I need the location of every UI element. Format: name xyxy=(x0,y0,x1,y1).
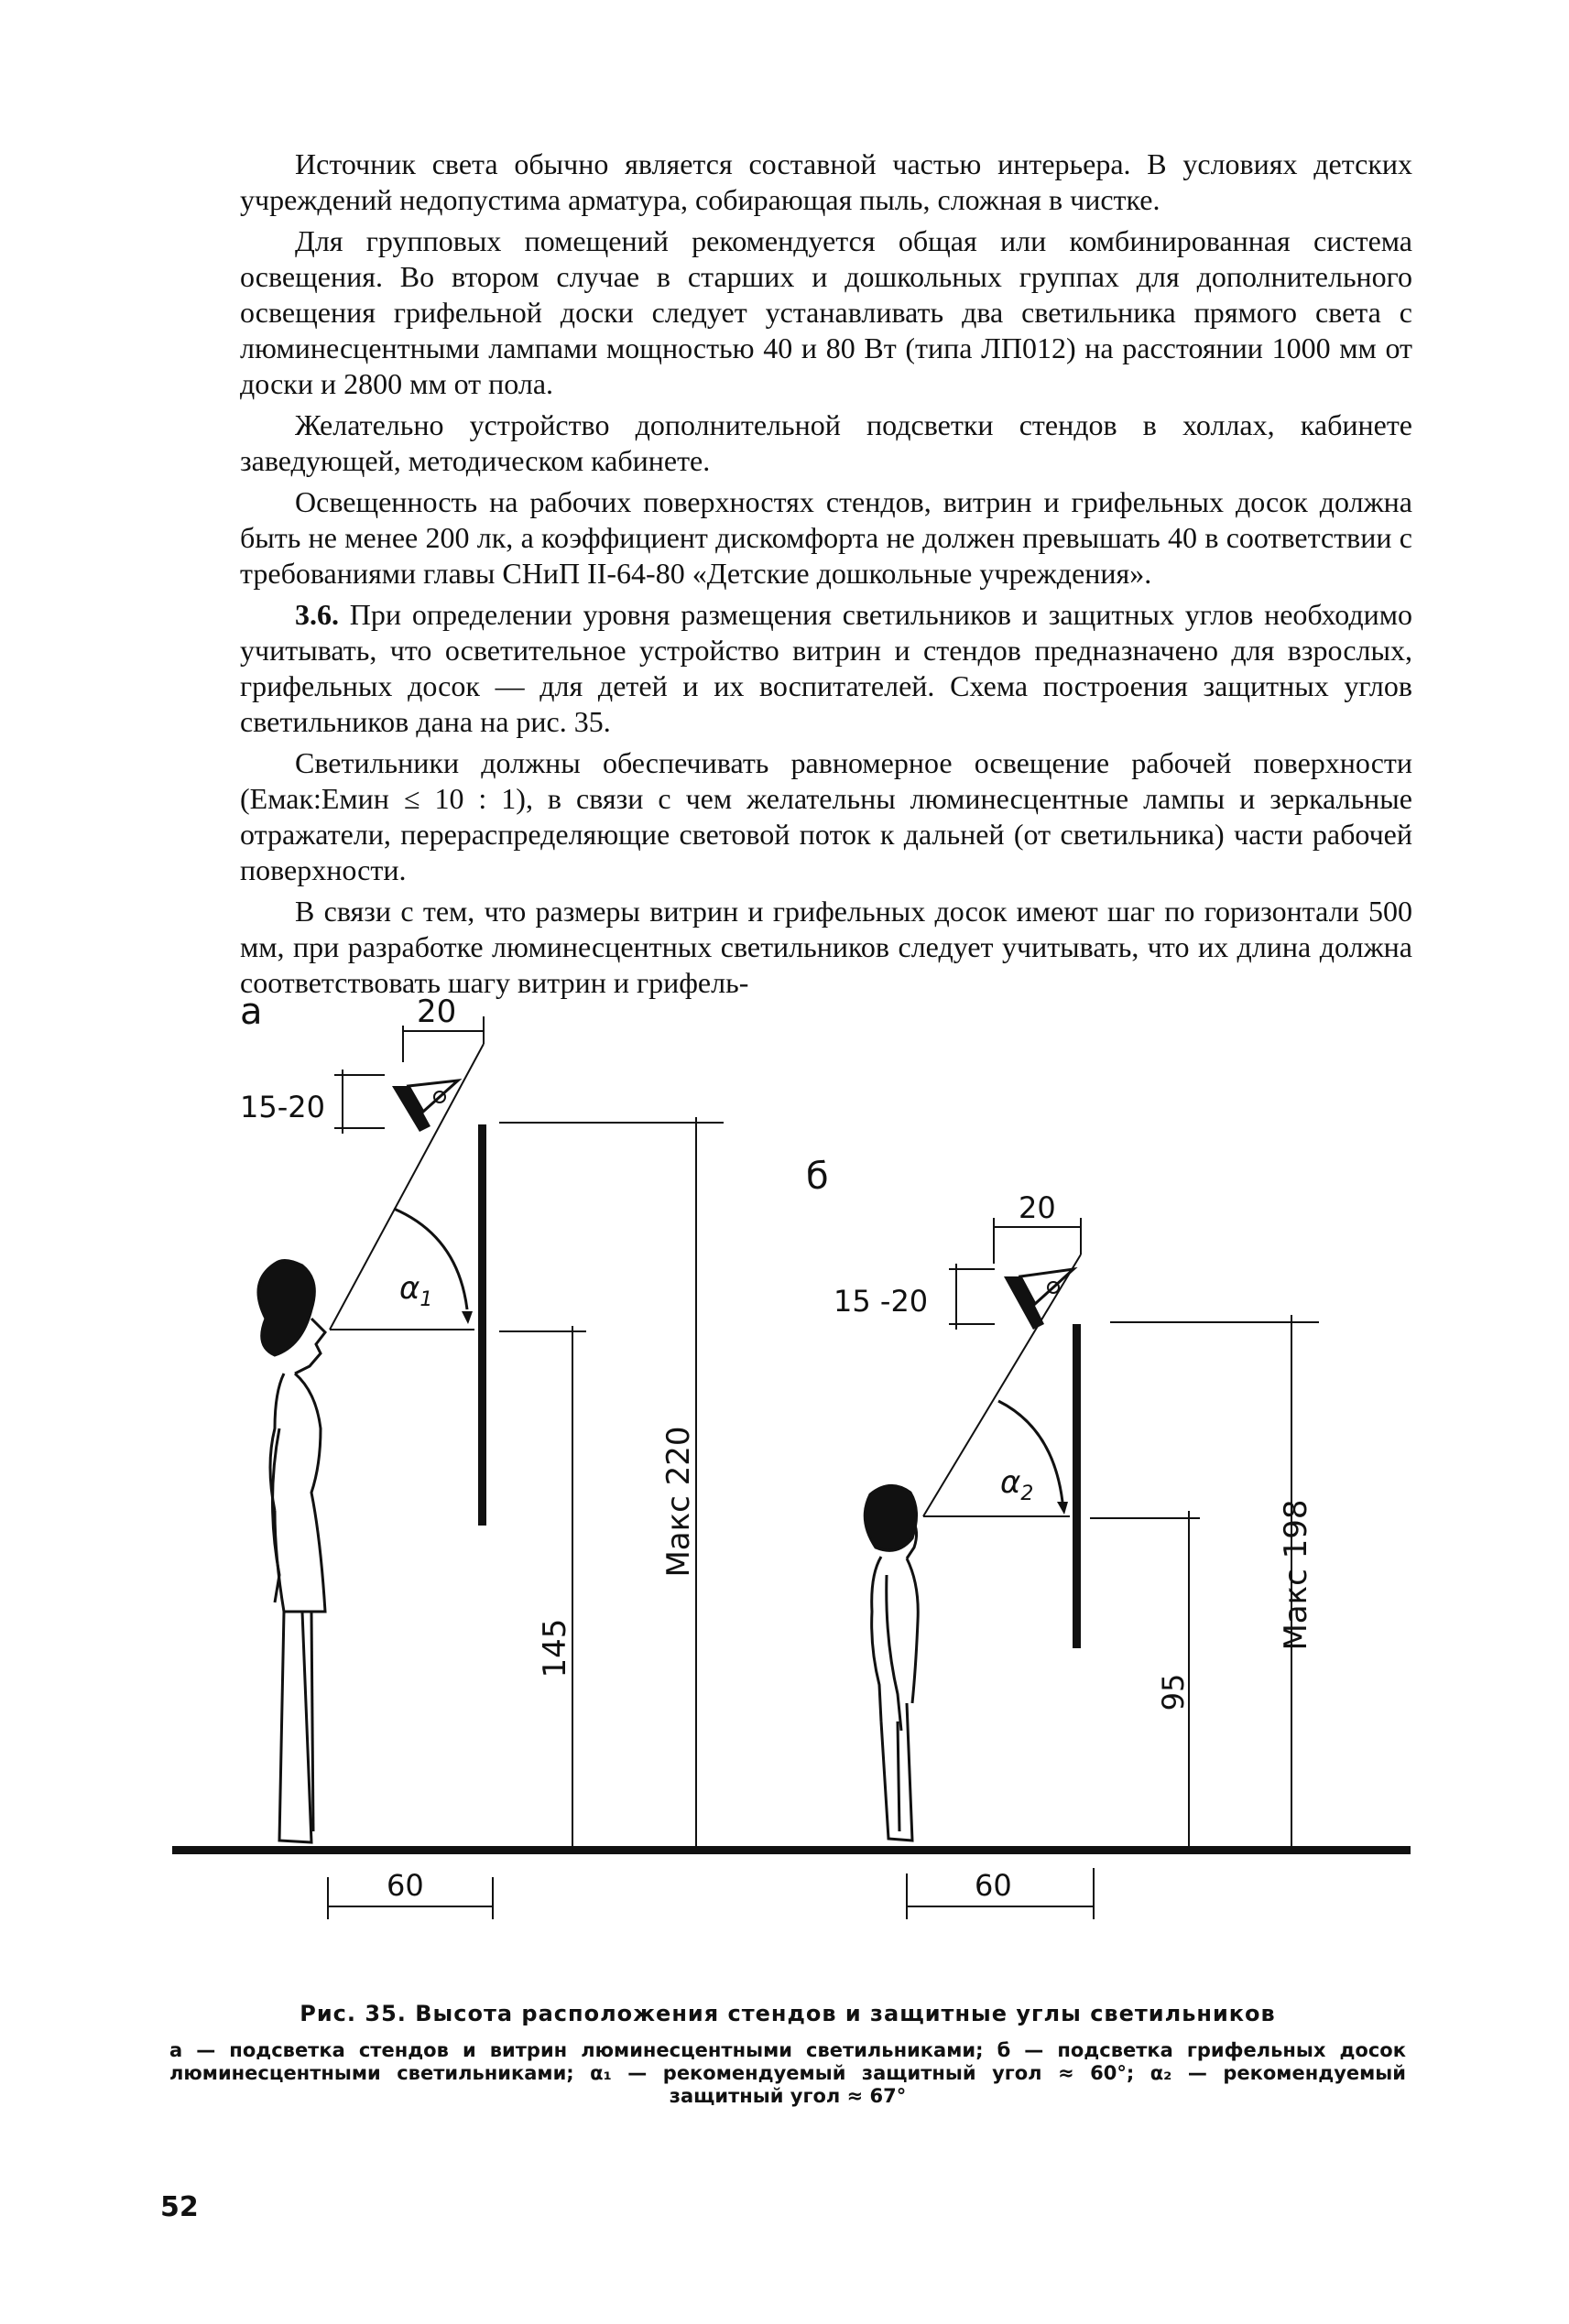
panel-b-bottom-width: 60 xyxy=(975,1868,1012,1903)
paragraph: Светильники должны обеспечивать равномерное освещение рабочей поверхности (Eмак:Eмин ≤ 10 : 1), в связи с чем желательны люминесцентные лампы и зеркальные отражатели, перераспределяющие световой поток к дальней (от светильника) части рабочей поверхности. xyxy=(240,746,1412,886)
panel-a-eye-height: 145 xyxy=(537,1618,573,1678)
panel-a-angle: $\alpha_1$ xyxy=(399,1270,433,1311)
panel-b-lamp-height: 15 -20 xyxy=(834,1284,929,1319)
panel-b-eye-height: 95 xyxy=(1156,1673,1191,1711)
adult-figure-icon xyxy=(258,1260,325,1842)
paragraph: Для групповых помещений рекомендуется общая или комбинированная система освещения. Во втором случае в старших и дошкольных группах для дополнительного освещения грифельной доски следует устанавливать два светильника прямого света с люминесцентными лампами мощностью 40 и 80 Вт (типа ЛП012) на расстоянии 1000 мм от доски и 2800 мм от пола. xyxy=(240,224,1412,400)
section-number: 3.6. xyxy=(295,598,339,631)
panel-b-angle: $\alpha_2$ xyxy=(1000,1464,1034,1505)
panel-a-top-width: 20 xyxy=(417,994,457,1030)
caption-title: Рис. 35. Высота расположения стендов и защитные углы светильников xyxy=(300,2001,1276,2026)
panel-a-max-height: Макс 220 xyxy=(660,1426,697,1578)
stand-board xyxy=(478,1124,486,1526)
paragraph: Желательно устройство дополнительной подсветки стендов в холлах, кабинете заведующей, методическом кабинете. xyxy=(240,408,1412,477)
panel-b-label: б xyxy=(806,1156,829,1198)
section-text: При определении уровня размещения светильников и защитных углов необходимо учитывать, что осветительное устройство витрин и стендов предназначено для взрослых, грифельных досок — для детей и их воспитателей. Схема построения защитных углов светильников дана на рис. 35. xyxy=(240,598,1413,738)
paragraph: Источник света обычно является составной частью интерьера. В условиях детских учреждений недопустима арматура, собирающая пыль, сложная в чистке. xyxy=(240,147,1412,216)
chalkboard xyxy=(1073,1324,1081,1648)
panel-b-top-width: 20 xyxy=(1019,1190,1056,1225)
luminaire-icon xyxy=(1004,1269,1073,1330)
floor-line xyxy=(172,1846,1411,1854)
panel-a-lamp-height: 15-20 xyxy=(240,1090,325,1124)
caption-body: а — подсветка стендов и витрин люминесцентными светильниками; б — подсветка грифельных досок люминесцентными светильниками; α₁ — рекомендуемый защитный угол ≈ 60°; α₂ — рекомендуемый защитный угол ≈ 67° xyxy=(169,2039,1406,2107)
paragraph: Освещенность на рабочих поверхностях стендов, витрин и грифельных досок должна быть не менее 200 лк, а коэффициент дискомфорта не должен превышать 40 в соответствии с требованиями главы СНиП II-64-80 «Детские дошкольные учреждения». xyxy=(240,485,1412,590)
panel-a-bottom-width: 60 xyxy=(387,1868,424,1903)
panel-a xyxy=(240,991,724,1919)
paragraph: В связи с тем, что размеры витрин и грифельных досок имеют шаг по горизонтали 500 мм, при разработке люминесцентных светильников следует учитывать, что их длина должна соответствовать шагу витрин и грифель- xyxy=(240,895,1412,999)
panel-a-label: а xyxy=(240,991,263,1033)
panel-b-max-height: Макс 198 xyxy=(1278,1499,1314,1651)
page-number: 52 xyxy=(160,2191,199,2223)
figure-caption xyxy=(160,2001,1415,2108)
child-figure-icon xyxy=(865,1485,918,1841)
luminaire-icon xyxy=(392,1081,458,1132)
panel-b xyxy=(806,1156,1319,1919)
